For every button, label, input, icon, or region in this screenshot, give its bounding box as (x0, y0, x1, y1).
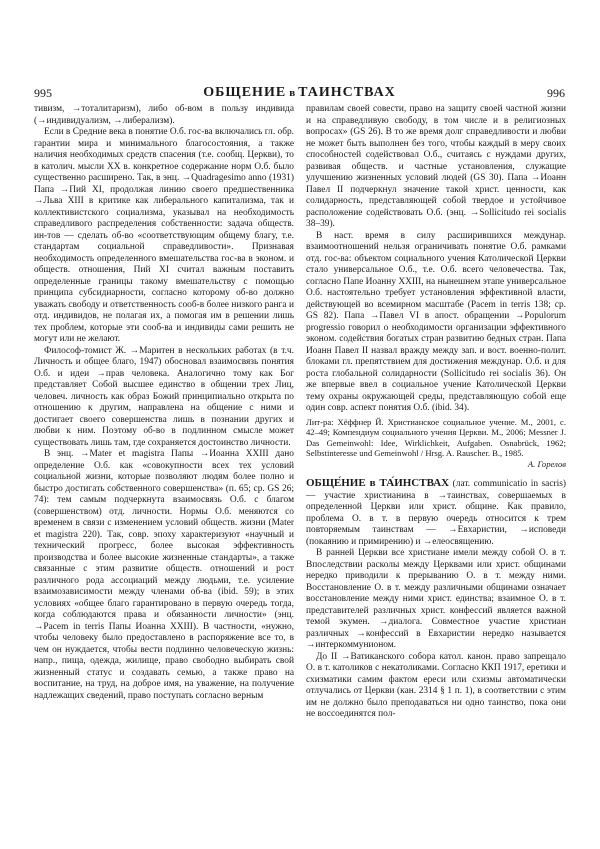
page-number-right: 996 (547, 86, 565, 100)
running-title-word-2: ТАИНСТВАХ (298, 85, 396, 100)
paragraph: До II →Ватиканского собора катол. канон. право запрещало О. в т. католиков с некатоликами. Согласно ККП 1917, еретики и схизматики самим фактом ереси или схизмы автоматически отлучались от Церкви (кан. 2314 § 1 п. 1), в соответствии с этим им не должно было преподаваться ни одно таинство, пока они не воссоединятся пол- (306, 651, 566, 719)
paragraph: В ранней Церкви все христиане имели между собой О. в т. Впоследствии расколы между Церквами или христ. общинами нередко приводили к прерыванию О. в т. между ними. Восстановление О. в т. между различными общинами означает восстановление между ними христ. единства; взаимное О. в т. представителей различных христ. конфессий является важной темой экумен. →диалога. Совместное участие христиан различных →конфессий в Евхаристии нередко называется →интеркоммунионом. (306, 548, 566, 650)
entry-paragraph (306, 478, 566, 548)
right-column (306, 104, 566, 721)
left-column (34, 104, 294, 702)
paragraph: тивизм, →тоталитаризм), либо об-вом в пользу индивида (→индивидуализм, →либерализм). (34, 104, 294, 126)
paragraph: В наст. время в силу расширившихся междунар. взаимоотношений нельзя ограничивать понятие О.б. рамками отд. гос-ва: объектом социального учения Католической Церкви стало универсальное О.б., т.е. О.б. всего человечества. Так, согласно Папе Иоанну XXIII, на нынешнем этапе универсальное О.б. настоятельно требует установления эффективной власти, действующей во всемирном масштабе (Pacem in terris 138; ср. GS 82). Папа →Павел VI в апост. обращении →Populorum progressio говорил о необходимости организации эффективного эконом. содействия богатых стран развитию бедных стран. Папа Иоанн Павел II назвал вражду между зап. и вост. военно-полит. блоками гл. препятствием для достижения междунар. О.б. и для роста глобальной солидарности (Sollicitudo rei socialis 36). Он же впервые ввел в социальное учение Католической Церкви тему охраны окружающей среды, представляющую собой еще один совр. аспект понятия О.б. (ibid. 34). (306, 230, 566, 413)
running-title-word-1: ОБЩЕНИЕ (203, 85, 287, 100)
paragraph: правилам своей совести, право на защиту своей частной жизни и на справедливую свободу, в том числе и в религиозных вопросах» (GS 26). В то же время долг справедливости и любви не может быть выполнен без того, чтобы каждый в меру своих способностей содействовал О.б., считаясь с нуждами других, развивая обществ. и частные установления, служащие улучшению жизненных условий людей (GS 30). Папа →Иоанн Павел II подчеркнул значение такой христ. ценности, как солидарность, представляющей собой твердое и устойчивое расположение содействовать О.б. (энц. →Sollicitudo rei socialis 38–39). (306, 104, 566, 229)
paragraph: Философ-томист Ж. →Маритен в нескольких работах (в т.ч. Личность и общее благо, 1947) обосновал взаимосвязь понятия О.б. и идеи →прав человека. Аналогично тому как Бог представляет Собой высшее единство в общении трех Лиц, человеч. личность как образ Божий принципиально открыта по отношению к другим, направлена на общение с ними и достигает своего совершенства лишь в познании других и любви к ним. Поэтому об-во в подлинном смысле может существовать лишь там, где сохраняется достоинство личности. (34, 345, 294, 448)
literature-list: Лит-ра: Хёффнер Й. Христианское социальное учение. М., 2001, с. 42–49; Компендиум социального учения Церкви. М., 2006; Messner J. Das Gemeinwohl: Idee, Wirklichkeit, Aufgaben. Osnabrück, 1962; Selbstinteresse und Gemeinwohl / Hrsg. A. Rauscher. B., 1985. (306, 416, 566, 458)
article-author: А. Горелов (527, 458, 566, 469)
page-header (34, 86, 565, 102)
entry-heading: ОБЩЕ́НИЕ в ТА́ИНСТВАХ (306, 477, 450, 489)
paragraph: В энц. →Mater et magistra Папы →Иоанна XXIII дано определение О.б. как «совокупности всех тех условий социальной жизни, которые позволяют людям более полно и быстро достигать собственного совершенства» (п. 65; ср. GS 26; 74): тем самым подчеркнута взаимосвязь О.б. с благом (совершенством) отд. личности. Нормы О.б. меняются со временем в связи с изменением условий обществ. жизни (Mater et magistra 220). Так, совр. эпоху характеризуют «научный и технический прогресс, более высокая эффективность производства и более высокие жизненные стандарты», а также связанные с этим развитие обществ. отношений и рост различного рода ассоциаций между людьми, т.е. усиление взаимозависимости между членами об-ва (ibid. 59); в этих условиях «общее благо гарантировано в первую очередь тогда, когда соблюдаются права и обязанности личности» (энц. →Pacem in terris Папы Иоанна XXIII). В частности, «нужно, чтобы человеку было предоставлено в распоряжение все то, в чем он нуждается, чтобы вести подлинно человеческую жизнь: напр., пища, одежда, жилище, право свободно выбирать свой жизненный статус и создавать семью, а также право на воспитание, на труд, на доброе имя, на уважение, на получение надлежащих сведений, право поступать согласно верным (34, 449, 294, 701)
page-number-left: 995 (34, 86, 52, 100)
entry-intro-text: (лат. communicatio in sacris) — участие христианина в →таинствах, совершаемых в определенной Церкви или христ. общине. Как правило, проблема О. в т. в первую очередь относится к трем повторяемым таинствам — →Евхаристии, →исповеди (покаянию и примирению) и →елеосвящению. (306, 479, 567, 547)
running-title-preposition: в (289, 87, 296, 99)
paragraph: Если в Средние века в понятие О.б. гос-ва включались гл. обр. гарантии мира и минимального благосостояния, а также наличия необходимых средств спасения (т.е. сообщ. Церкви), то в католич. мысли XX в. конкретное содержание норм О.б. было существенно расширено. Так, в энц. →Quadragesimo anno (1931) Папа →Пий XI, продолжая линию своего предшественника →Льва XIII в критике как либерального капитализма, так и коллективистского социализма, указывал на необходимость справедливого распределения собственности: задача обществ. ин-тов — сделать об-во «соответствующим общему благу, т.е. стандартам социальной справедливости». Признавая необходимость определенного вмешательства гос-ва в эконом. и обществ. отношения, Пий XI считал важным поставить определенные границы такому вмешательству с помощью принципа субсидиарности, согласно которому об-во должно уважать свободу и ответственность сооб-в более низкого ранга и отд. индивидов, не полагая их, а помогая им в решении лишь тех проблем, которые эти сооб-ва и индивиды сами решить не могут или не желают. (34, 127, 295, 344)
running-title (34, 85, 565, 101)
